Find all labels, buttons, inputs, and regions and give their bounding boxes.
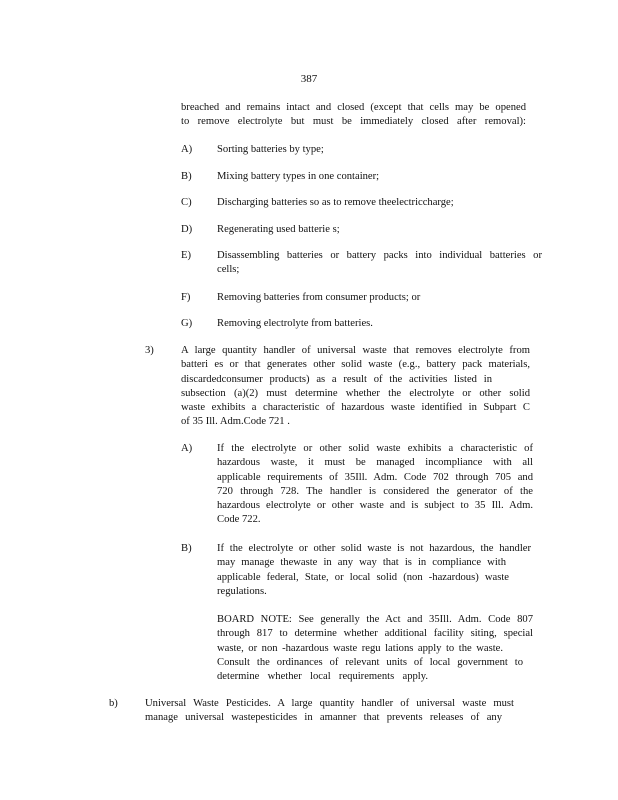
text-line: determine whether local requirements apply.	[217, 671, 428, 683]
list-item-label: G)	[181, 318, 193, 329]
list-item-label: A)	[181, 144, 193, 155]
text-line: applicable requirements of 35Ill. Adm. Code 702 through 705 and	[217, 471, 533, 483]
text-line: to remove electrolyte but must be immediately closed after removal):	[181, 116, 526, 128]
board-note	[217, 613, 533, 684]
list-item-label: E)	[181, 250, 191, 261]
list-item-text: Discharging batteries so as to remove theelectriccharge;	[217, 197, 454, 208]
list-item-text: Removing batteries from consumer products; or	[217, 292, 421, 303]
list-item-text: Removing electrolyte from batteries.	[217, 318, 373, 329]
text-line: may manage thewaste in any way that is in compliance with	[217, 557, 506, 569]
text-line: of 35 Ill. Adm.Code 721 .	[181, 416, 290, 428]
subitem-paragraph	[217, 442, 533, 528]
section-b-paragraph	[145, 697, 514, 726]
text-line: waste, or non -hazardous waste regu lations apply to the waste.	[217, 642, 503, 654]
text-line: Universal Waste Pesticides. A large quantity handler of universal waste must	[145, 698, 514, 709]
list-item-text: Sorting batteries by type;	[217, 144, 324, 155]
subitem-label: B)	[181, 543, 192, 554]
text-line: hazardous waste, it must be managed incompliance with all	[217, 457, 533, 469]
list-item-label: C)	[181, 197, 192, 208]
text-line: subsection (a)(2) must determine whether the electrolyte or other solid	[181, 387, 530, 399]
list-item-label: D)	[181, 224, 193, 235]
page-number: 387	[300, 73, 318, 85]
item-3-paragraph	[181, 344, 530, 430]
list-item-text	[217, 249, 542, 278]
list-item-label: B)	[181, 171, 192, 182]
text-line: discardedconsumer products) as a result of the activities listed in	[181, 373, 492, 385]
text-line: waste exhibits a characteristic of hazardous waste identified in Subpart C	[181, 402, 530, 414]
subitem-label: A)	[181, 443, 193, 454]
text-line: If the electrolyte or other solid waste exhibits a characteristic of	[217, 443, 533, 454]
text-line: hazardous electrolyte or other waste and is subject to 35 Ill. Adm.	[217, 500, 533, 512]
text-line: breached and remains intact and closed (except that cells may be opened	[181, 102, 526, 113]
text-line: Consult the ordinances of relevant units of local government to	[217, 656, 523, 668]
list-item-label: F)	[181, 292, 191, 303]
text-line: regulations.	[217, 585, 267, 597]
text-line: BOARD NOTE: See generally the Act and 35Ill. Adm. Code 807	[217, 614, 533, 625]
list-item-text: Regenerating used batterie s;	[217, 224, 340, 235]
text-line: cells;	[217, 264, 240, 276]
item-3-label: 3)	[145, 345, 154, 356]
text-line: If the electrolyte or other solid waste is not hazardous, the handler	[217, 543, 531, 554]
intro-paragraph	[181, 101, 526, 130]
text-line: applicable federal, State, or local solid (non -hazardous) waste	[217, 571, 509, 583]
text-line: batteri es or that generates other solid waste (e.g., battery pack materials,	[181, 359, 530, 371]
text-line: Disassembling batteries or battery packs into individual batteries or	[217, 250, 542, 261]
text-line: through 817 to determine whether additional facility siting, special	[217, 628, 533, 640]
section-b-label: b)	[109, 698, 118, 709]
text-line: 720 through 728. The handler is considered the generator of the	[217, 485, 533, 497]
text-line: Code 722.	[217, 514, 261, 526]
subitem-paragraph	[217, 542, 531, 599]
text-line: manage universal wastepesticides in amanner that prevents releases of any	[145, 712, 502, 724]
list-item-text: Mixing battery types in one container;	[217, 171, 380, 182]
text-line: A large quantity handler of universal waste that removes electrolyte from	[181, 345, 530, 356]
